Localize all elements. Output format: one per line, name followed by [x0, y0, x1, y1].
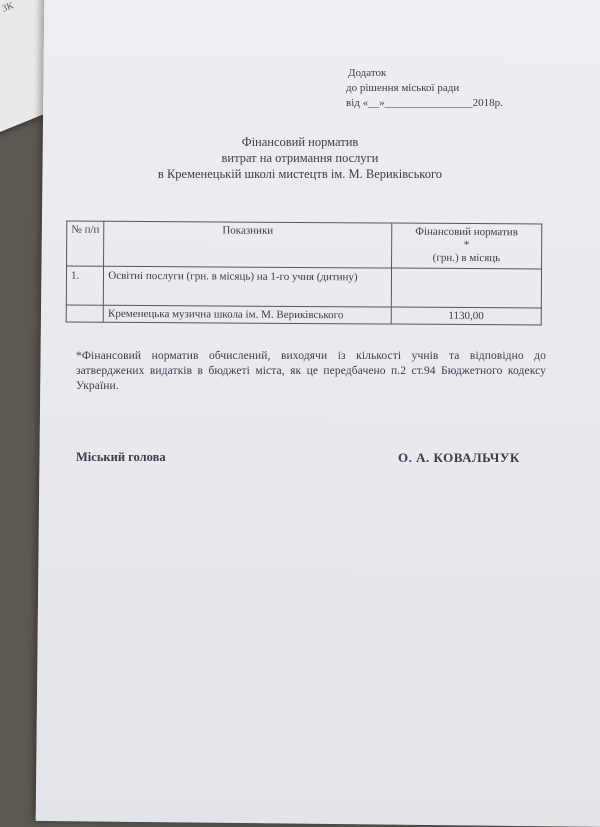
footnote: *Фінансовий норматив обчислений, виходячи із кількості учнів та відповідно до затверджених видатків в бюджеті міста, як це передбачено п.2 ст.94 Бюджетного кодексу України. — [76, 350, 546, 392]
appendix-line: Додаток — [348, 67, 387, 79]
row-num: 1. — [66, 266, 104, 305]
appendix-line: від «__»________________2018р. — [346, 97, 503, 109]
header-fin-line: (грн.) в місяць — [432, 251, 501, 265]
header-num: № п/п — [67, 221, 105, 266]
row-indicator: Освітні послуги (грн. в місяць) на 1-го учня (дитину) — [104, 266, 392, 307]
background-corner-text: ЗК — [0, 0, 16, 15]
signature-label: Міський голова — [76, 450, 166, 464]
header-fin-star: * — [463, 238, 470, 252]
table-header-row — [67, 221, 542, 269]
table-row — [66, 266, 541, 308]
header-fin-line: Фінансовий норматив — [415, 225, 518, 239]
document-title — [120, 134, 480, 182]
appendix-block — [346, 66, 503, 111]
title-line: Фінансовий норматив — [241, 135, 359, 149]
appendix-line: до рішення міської ради — [346, 82, 460, 94]
table-row — [66, 305, 541, 325]
row-value — [391, 268, 542, 308]
row-num — [66, 305, 103, 322]
row-indicator: Кременецька музична школа ім. М. Вериківського — [104, 305, 392, 324]
title-line: в Кременецькій школі мистецтв ім. М. Вериківського — [157, 167, 443, 181]
header-indicators: Показники — [104, 221, 392, 268]
header-financial-norm — [391, 223, 542, 269]
title-line: витрат на отримання послуги — [221, 151, 379, 165]
signature-name: О. А. КОВАЛЬЧУК — [398, 450, 520, 465]
norm-table — [66, 221, 543, 326]
row-value: 1130,00 — [391, 307, 541, 325]
